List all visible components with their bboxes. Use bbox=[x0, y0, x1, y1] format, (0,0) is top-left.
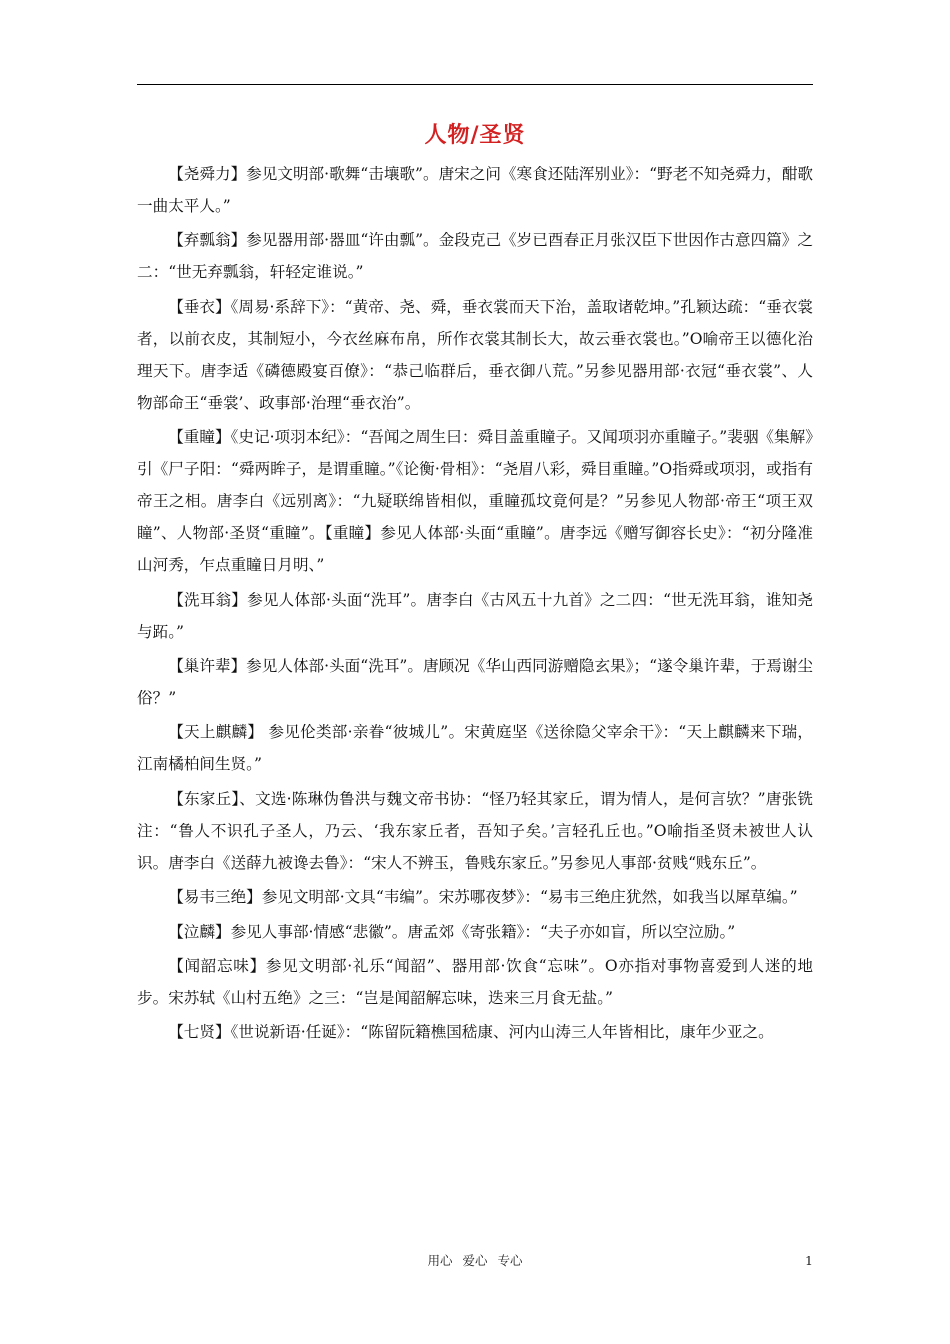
entry-chong-tong: 【重瞳】《史记·项羽本纪》：“吾闻之周生曰：舜目盖重瞳子。又闻项羽亦重瞳子。”裴骃《集解》引《尸子阳：“舜两眸子，是谓重瞳。”《论衡·骨相》：“尧眉八彩，舜目重瞳。”O指舜或项羽，或指有帝王之相。唐李白《远别离》：“九疑联绵皆相似，重瞳孤坟竟何是？”另参见人物部·帝王“项王双瞳”、人物部·圣贤“重瞳”。【重瞳】参见人体部·头面“重瞳”。唐李远《赠写御容长史》：“初分隆准山河秀，乍点重瞳日月明、” bbox=[137, 428, 813, 575]
page-title: 人物/圣贤 bbox=[424, 122, 526, 148]
entry-yi-wei-san-jue: 【易韦三绝】参见文明部·文具“韦编”。宋苏哪夜梦》：“易韦三绝庄犹然，如我当以犀草编。” bbox=[168, 888, 798, 907]
entry-dong-jia-qiu: 【东家丘】、文选·陈琳伪鲁洪与魏文帝书协：“怪乃轻其家丘，谓为情人，是何言欤？”唐张铣注：“鲁人不识孔子圣人，乃云、‘我东家丘者，吾知子矣。’言轻孔丘也。”O喻指圣贤未被世人认识。唐李白《送薛九被谗去鲁》：“宋人不辨玉，鲁贱东家丘。”另参见人事部·贫贱“贱东丘”。 bbox=[137, 789, 813, 872]
entry-qi-piao-weng: 【弃瓢翁】参见器用部·器皿“许由瓢”。金段克己《岁已酉春正月张汉臣下世因作古意四篇》之二：“世无弃瓢翁，轩轻定谁说。” bbox=[137, 231, 813, 282]
entry-wen-shao-wang-wei: 【闻韶忘味】参见文明部·礼乐“闻韶”、器用部·饮食“忘味”。O亦指对事物喜爱到人迷的地步。宋苏轼《山村五绝》之三：“岂是闻韶解忘味，迭来三月食无盐。” bbox=[137, 956, 813, 1007]
entry-qi-lin: 【泣麟】参见人事部·情感“悲徽”。唐孟郊《寄张籍》：“夫子亦如盲，所以空泣励。” bbox=[168, 922, 736, 941]
entry-chui-yi: 【垂衣】《周易·系辞下》：“黄帝、尧、舜，垂衣裳而天下治，盖取诸乾坤。”孔颖达疏：“垂衣裳者，以前衣皮，其制短小，今衣丝麻布帛，所作衣裳其制长大，故云垂衣裳也。”O喻帝王以德化治理天下。唐李适《磷德殿宴百僚》：“恭己临群后，垂衣御八荒。”另参见器用部·衣冠“垂衣裳”、人物部命王“垂裳’、政事部·治理“垂衣治”。 bbox=[137, 297, 814, 412]
document-body bbox=[137, 158, 813, 1051]
entry-yao-shun-li: 【尧舜力】参见文明部·歌舞“击壤歌”。唐宋之问《寒食还陆浑别业》：“野老不知尧舜力，酣歌一曲太平人。” bbox=[137, 165, 814, 215]
entry-xi-er-weng: 【洗耳翁】参见人体部·头面“洗耳”。唐李白《古风五十九首》之二四：“世无洗耳翁，谁知尧与跖。” bbox=[137, 590, 813, 641]
entry-chao-xu-bei: 【巢许辈】参见人体部·头面“洗耳”。唐顾况《华山西同游赠隐玄果》；“遂令巢许辈，于焉谢尘俗？” bbox=[137, 656, 814, 707]
entry-tian-shang-qi-lin: 【天上麒麟】 参见伦类部·亲眷“彼城儿”。宋黄庭坚《送徐隐父宰余干》：“天上麒麟来下瑞，江南橘柏间生贤。” bbox=[137, 723, 813, 774]
footer-motto: 用心 爱心 专心 bbox=[427, 1253, 523, 1268]
page-number: 1 bbox=[805, 1253, 813, 1268]
entry-qi-xian: 【七贤】《世说新语·任诞》：“陈留阮籍樵国嵇康、河内山涛三人年皆相比，康年少亚之。 bbox=[168, 1023, 774, 1042]
header-rule bbox=[137, 84, 813, 85]
